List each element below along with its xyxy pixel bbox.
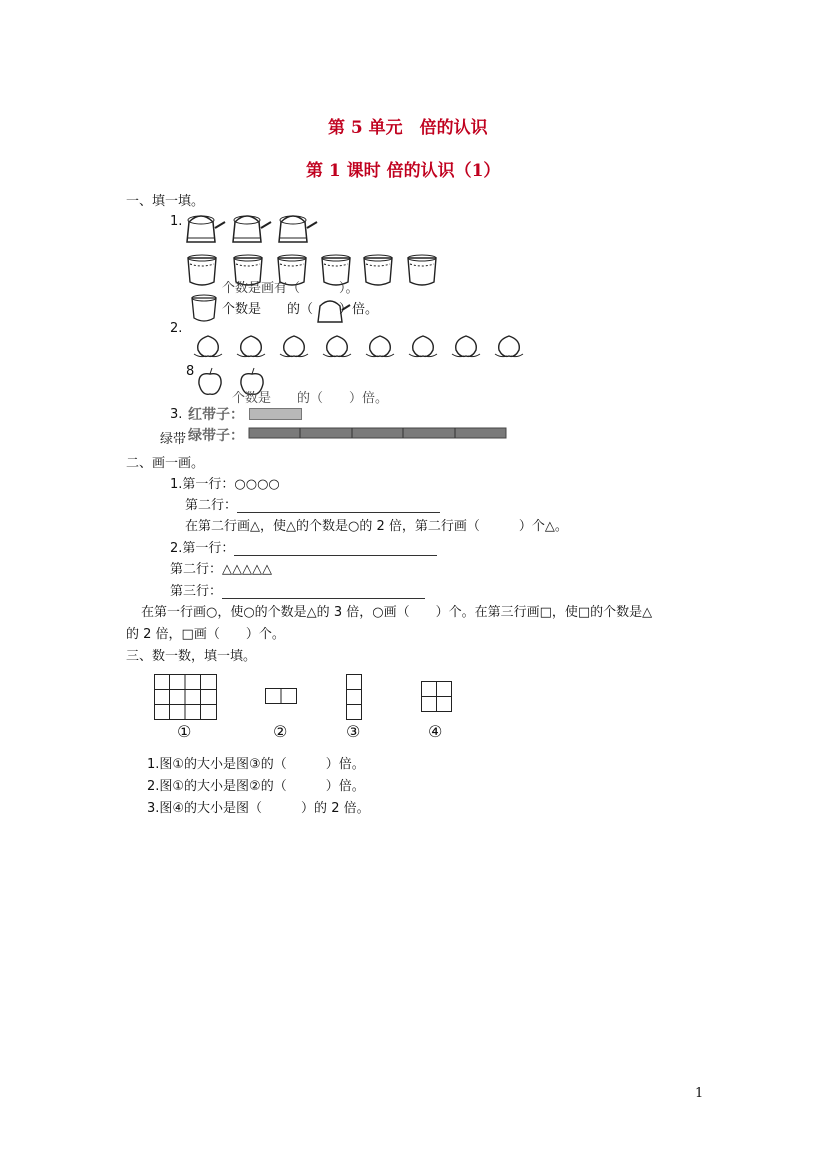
cup-icon (364, 255, 392, 285)
peach-icon (194, 336, 222, 357)
cup-icon (408, 255, 436, 285)
figure-1-grid (154, 674, 218, 722)
peach-icon (280, 336, 308, 357)
apple-icon (199, 368, 221, 394)
kettle-icon (279, 216, 317, 242)
s3-question-1: 1.图①的大小是图③的（ ）倍。 (147, 757, 365, 772)
s2-q1-instruction: 在第二行画△，使△的个数是○的 2 倍，第二行画（ ）个△。 (185, 519, 568, 534)
answer-line[interactable] (237, 500, 440, 513)
page-title: 第 5 单元 倍的认识 (328, 118, 488, 138)
s2-q2-instruction-a: 在第一行画○，使○的个数是△的 3 倍，○画（ ）个。在第三行画□，使□的个数是△ (141, 605, 653, 620)
s3-question-3: 3.图④的大小是图（ ）的 2 倍。 (147, 801, 370, 816)
red-ribbon-label: 红带子： (188, 407, 244, 423)
figure-2-label: ② (273, 722, 288, 741)
answer-line[interactable] (234, 543, 437, 556)
s3-question-2: 2.图①的大小是图②的（ ）倍。 (147, 779, 365, 794)
lesson-subtitle: 第 1 课时 倍的认识（1） (306, 161, 501, 181)
figure-1-label: ① (177, 722, 192, 741)
s2-q1-row1 (170, 473, 280, 492)
kettle-icon (233, 216, 271, 242)
q1-partial-line: 个数是画有（ ）。 (222, 281, 359, 296)
peach-icon (409, 336, 437, 357)
kettles-row (185, 210, 335, 250)
section-2-heading: 二、画一画。 (126, 456, 205, 471)
q3-number: 3. (170, 407, 183, 422)
green-ribbon-bar (249, 428, 509, 440)
answer-line[interactable] (222, 586, 425, 599)
s2-q2-row1-label: 2.第一行： (170, 541, 235, 556)
peaches-row (192, 332, 532, 362)
s2-q1-row2 (185, 494, 440, 513)
section-3-heading: 三、数一数，填一填。 (126, 649, 257, 664)
s2-q2-row2 (170, 558, 272, 577)
section-1-heading: 一、填一填。 (126, 194, 205, 209)
green-ribbon-prefix: 绿带 (160, 432, 187, 447)
q2-eight: 8 (186, 364, 195, 379)
figure-2-grid (265, 688, 299, 708)
s2-q2-row1 (170, 537, 437, 556)
page-number: 1 (695, 1086, 704, 1101)
s2-q1-row2-label: 第二行： (185, 498, 238, 513)
s2-q2-row3 (170, 580, 425, 599)
peach-icon (323, 336, 351, 357)
figure-4-grid (421, 681, 455, 715)
s2-q2-row3-label: 第三行： (170, 584, 223, 599)
cup-icon (188, 255, 216, 285)
s2-q1-row1-shapes: ○○○○ (234, 477, 280, 492)
s2-q2-row2-shapes: △△△△△ (222, 562, 273, 577)
small-cup-icon (192, 295, 216, 321)
q1-fill-line: 个数是 的（ ）倍。 (222, 302, 379, 317)
q1-number: 1. (170, 214, 183, 229)
kettle-icon (187, 216, 225, 242)
green-ribbon-label: 绿带子： (188, 428, 244, 444)
figure-3-grid (346, 674, 366, 722)
figure-3-label: ③ (346, 722, 361, 741)
peach-icon (237, 336, 265, 357)
peach-icon (452, 336, 480, 357)
s2-q1-row1-label: 1.第一行： (170, 477, 235, 492)
peach-icon (366, 336, 394, 357)
q2-partial-line: 个数是 的（ ）倍。 (232, 391, 389, 406)
s2-q2-row2-label: 第二行： (170, 562, 223, 577)
red-ribbon-bar (249, 408, 302, 420)
q2-number: 2. (170, 321, 183, 336)
figure-4-label: ④ (428, 722, 443, 741)
peach-icon (495, 336, 523, 357)
s2-q2-instruction-b: 的 2 倍，□画（ ）个。 (126, 627, 285, 642)
